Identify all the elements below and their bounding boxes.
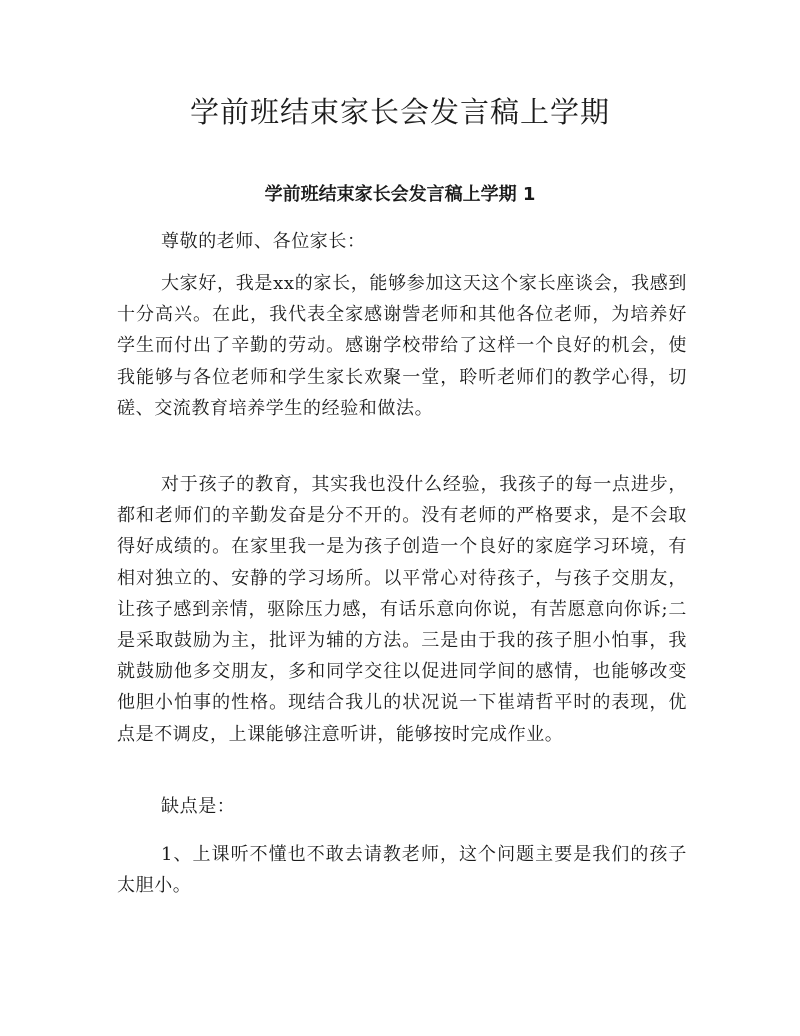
shortcomings-heading: 缺点是： — [161, 796, 236, 817]
body-paragraph: 大家好，我是xx的家长，能够参加这天这个家长座谈会，我感到十分高兴。在此，我代表全家感谢訾老师和其他各位老师，为培养好学生而付出了辛勤的劳动。感谢学校带给了这样一个良好的机会，使我能够与各位老师和学生家长欢聚一堂，聆听老师们的教学心得，切磋、交流教育培养学生的经验和做法。 — [117, 273, 687, 419]
list-item: 1、上课听不懂也不敢去请教老师，这个问题主要是我们的孩子太胆小。 — [117, 844, 687, 897]
greeting-paragraph: 尊敬的老师、各位家长： — [161, 231, 366, 252]
document-title: 学前班结束家长会发言稿上学期 — [189, 95, 610, 129]
section-heading: 学前班结束家长会发言稿上学期 1 — [264, 184, 536, 205]
body-paragraph: 对于孩子的教育，其实我也没什么经验，我孩子的每一点进步，都和老师们的辛勤发奋是分不开的。没有老师的严格要求，是不会取得好成绩的。在家里我一是为孩子创造一个良好的家庭学习环境，有相对独立的、安静的学习场所。以平常心对待孩子，与孩子交朋友，让孩子感到亲情，驱除压力感，有话乐意向你说，有苦愿意向你诉;二是采取鼓励为主，批评为辅的方法。三是由于我的孩子胆小怕事，我就鼓励他多交朋友，多和同学交往以促进同学间的感情，也能够改变他胆小怕事的性格。现结合我儿的状况说一下崔靖哲平时的表现，优点是不调皮，上课能够注意听讲，能够按时完成作业。 — [117, 474, 687, 745]
